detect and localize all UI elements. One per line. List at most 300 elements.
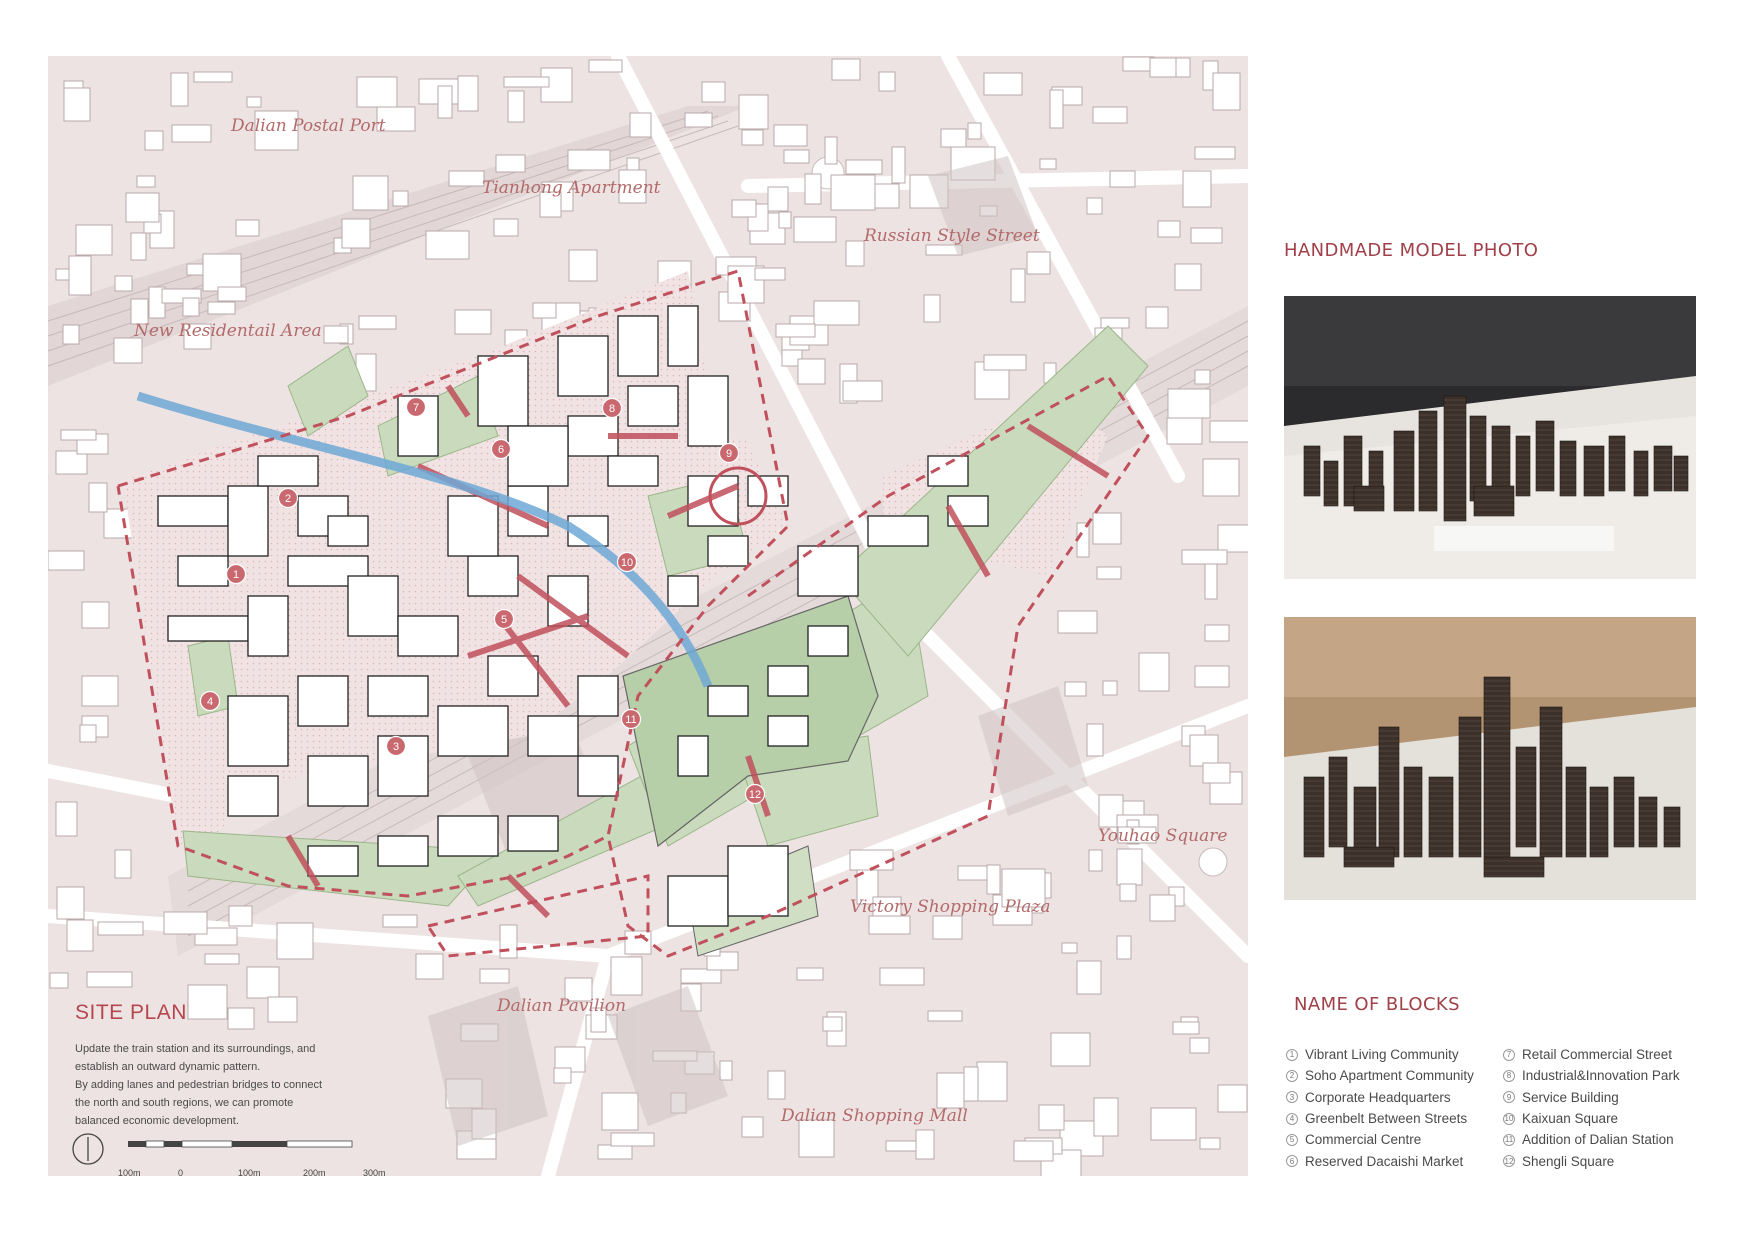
label-youhao-square: Youhao Square <box>1098 826 1228 846</box>
context-building <box>742 130 763 145</box>
context-building <box>357 77 397 107</box>
legend-label: Retail Commercial Street <box>1522 1047 1673 1063</box>
block-number-text: 2 <box>284 493 292 505</box>
context-building <box>1077 523 1089 557</box>
blocks-legend-right <box>1503 1044 1680 1172</box>
context-building <box>732 200 756 217</box>
context-building <box>82 676 118 706</box>
context-building <box>1218 1085 1247 1112</box>
context-building <box>1195 147 1235 159</box>
block-number-marker <box>227 565 246 584</box>
model-photo-2-image <box>1284 617 1696 900</box>
site-building <box>178 556 228 586</box>
site-building <box>528 716 578 756</box>
context-building <box>1093 513 1121 544</box>
context-building <box>589 60 622 72</box>
block-number-text: 3 <box>392 741 400 753</box>
legend-number: 7 <box>1503 1049 1515 1061</box>
context-building <box>779 212 791 228</box>
context-building <box>137 176 155 187</box>
context-building <box>805 174 821 204</box>
model-tower <box>1639 797 1657 847</box>
context-building <box>194 72 232 82</box>
legend-number: 3 <box>1286 1091 1298 1103</box>
block-number-text: 11 <box>625 714 637 726</box>
context-building <box>843 381 882 401</box>
site-building <box>228 696 288 766</box>
context-building <box>611 1133 654 1146</box>
context-building <box>236 220 259 236</box>
context-building <box>879 72 895 91</box>
context-building <box>554 1068 571 1083</box>
legend-number: 9 <box>1503 1091 1515 1103</box>
context-building <box>1167 418 1202 444</box>
block-number-marker <box>603 399 622 418</box>
legend-number: 8 <box>1503 1070 1515 1082</box>
model-tower <box>1324 461 1338 506</box>
context-building <box>681 969 721 983</box>
context-building <box>164 912 207 934</box>
model-tower <box>1590 787 1608 857</box>
context-building <box>1039 1105 1064 1130</box>
context-building <box>1089 850 1102 871</box>
context-building <box>1120 884 1136 901</box>
context-building <box>1058 611 1097 633</box>
context-building <box>768 187 788 211</box>
context-building <box>228 1008 254 1029</box>
context-building <box>89 483 107 512</box>
site-building <box>508 426 568 486</box>
legend-label: Vibrant Living Community <box>1305 1047 1459 1063</box>
legend-label: Greenbelt Between Streets <box>1305 1111 1468 1127</box>
context-building <box>569 250 597 281</box>
description-line: balanced economic development. <box>75 1115 239 1127</box>
model-photo-1-image <box>1284 296 1696 579</box>
block-number-marker <box>622 710 641 729</box>
context-building <box>247 97 261 107</box>
model-tower <box>1634 451 1648 496</box>
context-building <box>814 301 859 325</box>
site-plan-map <box>48 56 1248 1176</box>
context-building <box>416 954 443 979</box>
context-building <box>504 77 549 87</box>
context-building <box>480 969 509 983</box>
site-building <box>378 836 428 866</box>
context-building <box>984 73 1022 95</box>
context-building <box>1040 159 1056 169</box>
scale-label: 100m <box>238 1168 261 1176</box>
block-number-marker <box>492 440 511 459</box>
context-building <box>1110 171 1135 187</box>
model-tower <box>1654 446 1672 491</box>
context-building <box>1173 1022 1199 1034</box>
legend-number: 6 <box>1286 1155 1298 1167</box>
context-building <box>56 269 69 280</box>
context-building <box>1117 936 1131 959</box>
context-building <box>533 303 556 318</box>
context-building <box>1123 57 1154 71</box>
site-building <box>608 456 658 486</box>
site-building <box>578 756 618 796</box>
context-building <box>1014 1141 1053 1161</box>
legend-item <box>1503 1087 1680 1108</box>
context-building <box>57 887 84 919</box>
context-building <box>1190 735 1218 766</box>
legend-item <box>1503 1065 1680 1086</box>
context-building <box>1093 107 1127 123</box>
context-building <box>277 923 313 959</box>
legend-item <box>1503 1044 1680 1065</box>
block-number-marker <box>279 489 298 508</box>
context-building <box>67 920 93 951</box>
block-number-text: 9 <box>725 448 733 460</box>
site-building <box>308 756 368 806</box>
context-building <box>438 86 452 118</box>
context-building <box>1051 1033 1090 1066</box>
legend-item <box>1503 1129 1680 1150</box>
context-building <box>846 241 864 266</box>
block-number-text: 8 <box>608 403 616 415</box>
legend-item <box>1503 1150 1680 1171</box>
context-building <box>458 76 478 111</box>
context-building <box>1062 943 1077 953</box>
context-building <box>832 59 860 80</box>
context-building <box>494 219 518 236</box>
context-building <box>508 91 524 122</box>
legend-label: Industrial&Innovation Park <box>1522 1068 1680 1084</box>
site-building <box>628 386 678 426</box>
legend-number: 4 <box>1286 1113 1298 1125</box>
context-building <box>797 968 823 980</box>
context-building <box>1218 525 1248 552</box>
model-tower <box>1354 787 1376 857</box>
site-building <box>328 516 368 546</box>
legend-item <box>1286 1065 1474 1086</box>
site-building <box>448 496 498 556</box>
map-drawing <box>48 56 1248 1176</box>
context-building <box>115 850 131 878</box>
context-building <box>203 254 241 291</box>
context-building <box>229 906 252 926</box>
label-tianhong-apartment: Tianhong Apartment <box>482 178 661 198</box>
context-building <box>1103 681 1117 695</box>
block-number-text: 6 <box>497 444 505 456</box>
model-tower <box>1304 777 1324 857</box>
context-building <box>324 326 348 343</box>
model-tower <box>1304 446 1320 496</box>
context-building <box>1200 1138 1220 1149</box>
context-building <box>183 298 199 316</box>
legend-number: 11 <box>1504 1135 1514 1145</box>
legend-label: Corporate Headquarters <box>1305 1089 1451 1105</box>
context-building <box>968 123 981 139</box>
description-line: By adding lanes and pedestrian bridges to connect <box>75 1079 323 1091</box>
site-building <box>228 776 278 816</box>
context-building <box>630 113 651 137</box>
context-building <box>1087 724 1103 756</box>
legend-label: Addition of Dalian Station <box>1522 1132 1674 1148</box>
legend-number: 5 <box>1286 1134 1298 1146</box>
context-building <box>171 73 188 106</box>
site-building <box>308 846 358 876</box>
legend-label: Commercial Centre <box>1305 1132 1422 1148</box>
context-building <box>496 155 525 172</box>
context-building <box>98 922 143 935</box>
context-building <box>1190 1038 1209 1053</box>
legend-item <box>1503 1108 1680 1129</box>
blocks-legend-left <box>1286 1044 1474 1172</box>
context-building <box>1203 459 1239 496</box>
context-building <box>56 802 77 836</box>
context-building <box>1195 370 1210 384</box>
block-number-text: 7 <box>412 402 420 414</box>
site-building <box>438 816 498 856</box>
context-building <box>500 925 517 958</box>
context-building <box>568 150 610 170</box>
context-building <box>977 1062 1007 1101</box>
context-building <box>114 338 142 363</box>
site-building <box>508 816 558 851</box>
context-building <box>598 1145 632 1159</box>
context-building <box>455 310 491 334</box>
context-building <box>1203 763 1230 783</box>
context-building <box>755 268 785 280</box>
scale-bar <box>128 1141 352 1147</box>
context-building <box>61 430 96 440</box>
label-dalian-shopping-mall: Dalian Shopping Mall <box>781 1106 968 1126</box>
context-building <box>63 325 79 344</box>
context-building <box>937 1073 964 1108</box>
block-number-marker <box>201 692 220 711</box>
blocks-title: NAME OF BLOCKS <box>1294 994 1460 1015</box>
block-number-marker <box>407 398 426 417</box>
context-building <box>69 256 91 295</box>
context-building <box>987 865 1000 894</box>
site-building <box>668 576 698 606</box>
block-number-text: 1 <box>232 569 240 581</box>
context-building <box>87 972 132 987</box>
context-building <box>933 916 962 939</box>
context-building <box>784 150 809 163</box>
context-building <box>850 850 893 870</box>
model-tower <box>1344 847 1394 867</box>
legend-label: Shengli Square <box>1522 1153 1615 1169</box>
model-photo-2 <box>1284 617 1696 900</box>
block-number-marker <box>387 737 406 756</box>
context-building <box>625 931 651 954</box>
site-building <box>298 676 348 726</box>
description-line: Update the train station and its surroundings, and <box>75 1043 316 1055</box>
context-building <box>383 915 417 927</box>
block-number-marker <box>746 785 765 804</box>
context-building <box>886 1141 916 1151</box>
site-building <box>398 616 458 656</box>
context-building <box>685 113 712 127</box>
site-building <box>708 686 748 716</box>
context-building <box>941 129 966 147</box>
context-building <box>64 88 90 121</box>
context-building <box>188 985 227 1019</box>
context-building <box>1077 961 1101 994</box>
context-building <box>825 137 837 164</box>
legend-number: 2 <box>1286 1070 1298 1082</box>
site-building <box>368 676 428 716</box>
block-number-marker <box>618 553 637 572</box>
site-plan-description <box>75 1040 385 1130</box>
site-building <box>248 596 288 656</box>
context-building <box>1150 895 1175 921</box>
context-building <box>1213 73 1240 110</box>
context-building <box>82 602 109 628</box>
block-number-text: 10 <box>620 557 634 569</box>
context-building <box>774 125 807 146</box>
context-building <box>393 191 408 206</box>
context-building <box>205 954 239 964</box>
context-building <box>353 176 388 210</box>
model-tower <box>1484 677 1510 857</box>
context-building <box>869 916 910 934</box>
site-plan-title: SITE PLAN <box>75 1001 187 1024</box>
context-building <box>1139 653 1169 691</box>
model-tower <box>1674 456 1688 491</box>
block-number-marker <box>495 610 514 629</box>
context-building <box>172 125 211 142</box>
context-building <box>1065 682 1086 696</box>
context-building <box>768 1071 785 1099</box>
label-dalian-postal-port: Dalian Postal Port <box>231 116 386 136</box>
context-building <box>1210 421 1248 442</box>
model-tower <box>1536 421 1554 491</box>
model-photo-title: HANDMADE MODEL PHOTO <box>1284 240 1539 261</box>
context-building <box>720 1061 732 1080</box>
context-building <box>1195 666 1229 687</box>
site-building <box>768 716 808 746</box>
context-building <box>776 324 815 337</box>
site-building <box>348 576 398 636</box>
model-tower <box>1484 857 1544 877</box>
model-tower <box>1540 707 1562 857</box>
context-building <box>964 1067 978 1101</box>
label-new-residential-area: New Residentail Area <box>134 321 322 341</box>
site-building <box>468 556 518 596</box>
context-building <box>1117 849 1142 885</box>
label-dalian-pavilion: Dalian Pavilion <box>497 996 627 1016</box>
model-tower <box>1404 767 1422 857</box>
legend-label: Soho Apartment Community <box>1305 1068 1474 1084</box>
context-building <box>1094 1098 1118 1136</box>
context-building <box>268 997 297 1022</box>
legend-number: 10 <box>1504 1114 1514 1124</box>
site-building <box>678 736 708 776</box>
context-building <box>80 725 96 742</box>
model-tower <box>1584 446 1604 496</box>
context-building <box>742 1117 763 1137</box>
site-building <box>478 356 528 426</box>
legend-item <box>1286 1044 1474 1065</box>
site-building <box>578 676 618 716</box>
context-building <box>342 219 370 248</box>
context-building <box>247 967 279 998</box>
context-building <box>1101 318 1129 328</box>
context-building <box>924 295 940 322</box>
context-building <box>1087 198 1102 214</box>
scale-label: 0 <box>178 1168 184 1176</box>
block-number-marker <box>720 444 739 463</box>
site-building <box>258 456 318 486</box>
legend-item <box>1286 1108 1474 1129</box>
context-building <box>1151 1108 1196 1140</box>
block-number-text: 4 <box>206 696 214 708</box>
context-building <box>823 1017 842 1031</box>
context-building <box>76 225 112 255</box>
context-building <box>126 193 159 222</box>
block-number-text: 12 <box>748 789 762 801</box>
context-building <box>928 1011 962 1021</box>
context-building <box>831 175 875 210</box>
context-building <box>916 1130 934 1159</box>
site-building <box>728 846 788 916</box>
context-building <box>798 359 825 384</box>
context-building <box>1205 564 1217 599</box>
context-building <box>1050 90 1063 128</box>
site-building <box>618 316 658 376</box>
legend-item <box>1286 1087 1474 1108</box>
model-tower <box>1566 767 1586 857</box>
site-building <box>688 376 728 446</box>
model-tower <box>1474 486 1514 516</box>
context-building <box>1205 625 1229 641</box>
context-building <box>1158 221 1180 237</box>
site-building <box>808 626 848 656</box>
site-building <box>438 706 508 756</box>
model-tower <box>1516 747 1536 847</box>
context-building <box>50 973 68 988</box>
context-building <box>984 355 1026 370</box>
context-building <box>1011 269 1025 302</box>
model-photo-1 <box>1284 296 1696 579</box>
context-building <box>449 171 484 186</box>
context-building <box>145 131 163 150</box>
context-building <box>846 160 882 174</box>
context-building <box>602 1093 638 1130</box>
context-building <box>611 957 642 995</box>
legend-item <box>1286 1129 1474 1150</box>
context-building <box>208 302 235 314</box>
model-tower <box>1609 436 1625 491</box>
context-building <box>1182 550 1227 564</box>
context-building <box>359 316 396 329</box>
context-building <box>48 551 84 570</box>
legend-item <box>1286 1150 1474 1171</box>
context-building <box>218 287 246 301</box>
scale-label: 100m <box>118 1168 141 1176</box>
site-building <box>768 666 808 696</box>
model-tower <box>1429 777 1453 857</box>
context-building <box>1168 389 1210 418</box>
context-building <box>1191 228 1222 243</box>
context-building <box>1183 171 1211 207</box>
context-building <box>880 968 924 985</box>
context-building <box>1175 264 1201 290</box>
legend-number: 12 <box>1504 1156 1514 1166</box>
context-building <box>1150 58 1176 77</box>
label-russian-style-street: Russian Style Street <box>864 226 1040 246</box>
site-building <box>868 516 928 546</box>
context-building <box>1146 307 1168 328</box>
description-line: the north and south regions, we can promote <box>75 1097 294 1109</box>
context-building <box>1027 252 1050 274</box>
legend-label: Reserved Dacaishi Market <box>1305 1153 1464 1169</box>
